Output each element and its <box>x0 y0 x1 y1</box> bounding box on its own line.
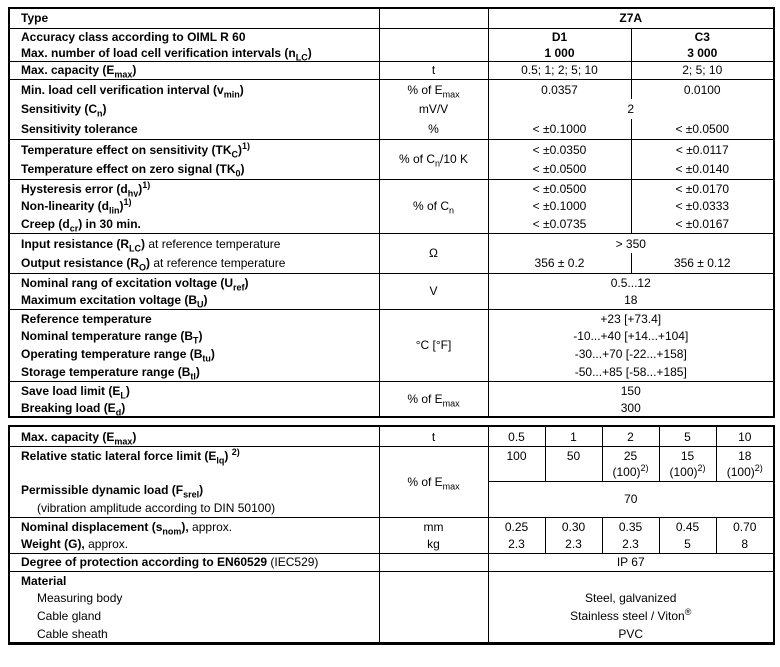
t2-elq-label: Relative static lateral force limit $(E_{lq})$ $^{2)}$ <box>9 446 379 481</box>
t1-accuracy-c3: C3 <box>631 28 774 45</box>
t2-capacity-label: Max. capacity $(E_{max})$ <box>21 429 137 446</box>
t2-capacity-v0: 0.5 <box>488 426 545 446</box>
t1-capacity-c3: 2; 5; 10 <box>631 61 774 79</box>
t1-u-unit: V <box>379 273 488 309</box>
t2-capacity-v3: 5 <box>659 426 716 446</box>
t1-tkc-c3: < ±0.0117 <box>631 139 774 159</box>
t1-intervals-d1: 1 000 <box>488 45 631 62</box>
t1-dcr-d1: < ±0.0735 <box>488 215 631 233</box>
t2-elq-v4: 18 $(100)^{2)}$ <box>716 446 774 481</box>
t1-d-unit: % of $C_n$ <box>379 179 488 233</box>
t1-sensitivity-value: 2 <box>488 99 774 119</box>
t1-sensitivity-label: Sensitivity $(C_n)$ <box>21 102 107 119</box>
t1-sensitivity-unit: mV/V <box>379 99 488 119</box>
t2-elq-v2: 25 $(100)^{2)}$ <box>602 446 659 481</box>
t1-type-label: Type <box>21 11 49 26</box>
t1-dhy-label: Hysteresis error $(d_{hy})^{1)}$ <box>9 179 379 197</box>
t1-e-unit: % of $E_{max}$ <box>379 381 488 417</box>
t1-vmin-d1: 0.0357 <box>488 79 631 99</box>
t1-ro-d1: 356 ± 0.2 <box>488 253 631 273</box>
t2-snom-v2: 0.35 <box>602 517 659 535</box>
t1-accuracy-label: Accuracy class according to OIML R 60 <box>9 28 379 45</box>
t1-type-value: Z7A <box>488 8 774 28</box>
t2-material-sheath-value: PVC <box>488 625 774 643</box>
t1-reftemp-value: +23 [+73.4] <box>488 309 774 327</box>
t1-intervals-label: Max. number of load cell verification intervals $(n_{LC})$ <box>21 45 312 62</box>
spec-table-general <box>8 7 775 418</box>
t1-senstol-unit: % <box>379 119 488 139</box>
t1-ed-value: 300 <box>488 399 774 417</box>
t2-capacity-v4: 10 <box>716 426 774 446</box>
t1-tk0-label: Temperature effect on zero signal $(TK_0)$ <box>21 162 245 179</box>
t1-senstol-c3: < ±0.0500 <box>631 119 774 139</box>
t1-type-unit-empty <box>379 8 488 28</box>
t2-snom-v3: 0.45 <box>659 517 716 535</box>
t2-elq-v3: 15 $(100)^{2)}$ <box>659 446 716 481</box>
t2-capacity-v2: 2 <box>602 426 659 446</box>
table-gap <box>8 418 773 425</box>
t1-rlc-value: > 350 <box>488 233 774 253</box>
t1-ro-label: Output resistance $(R_O)$ at reference temperature <box>21 256 286 273</box>
t1-dhy-d1: < ±0.0500 <box>488 179 631 197</box>
t2-elq-v1: 50 <box>545 446 602 481</box>
t2-fsrel-label: Permissible dynamic load $(F_{srel})$ <box>21 483 204 500</box>
t1-accuracy-d1: D1 <box>488 28 631 45</box>
t1-dcr-label: Creep $(d_{cr})$ in 30 min. <box>21 217 141 234</box>
t1-uref-label: Nominal rang of excitation voltage $(U_{ref})$ <box>9 273 379 291</box>
t1-intervals-c3: 3 000 <box>631 45 774 62</box>
t2-snom-v0: 0.25 <box>488 517 545 535</box>
t1-temp-unit: °C [°F] <box>379 309 488 381</box>
t2-weight-v0: 2.3 <box>488 535 545 553</box>
t2-fsrel-value: 70 <box>488 481 774 517</box>
t2-capacity-unit: t <box>379 426 488 446</box>
t1-tkc-label: Temperature effect on sensitivity $(TK_C)^{1)}$ <box>9 139 379 159</box>
t2-weight-v4: 8 <box>716 535 774 553</box>
t1-bu-value: 18 <box>488 291 774 309</box>
t1-bt-label: Nominal temperature range $(B_T)$ <box>21 329 203 346</box>
t2-snom-v4: 0.70 <box>716 517 774 535</box>
t1-dlin-c3: < ±0.0333 <box>631 197 774 215</box>
t1-bu-label: Maximum excitation voltage $(B_U)$ <box>21 293 208 310</box>
t1-tkc-d1: < ±0.0350 <box>488 139 631 159</box>
t1-el-value: 150 <box>488 381 774 399</box>
t1-btl-value: -50...+85 [-58...+185] <box>488 363 774 381</box>
t1-vmin-label: Min. load cell verification interval $(v_{min})$ <box>9 79 379 99</box>
t2-fsrel-note: (vibration amplitude according to DIN 50100) <box>37 501 276 516</box>
t2-weight-v2: 2.3 <box>602 535 659 553</box>
t2-elq-unit: % of $E_{max}$ <box>379 446 488 517</box>
t2-snom-v1: 0.30 <box>545 517 602 535</box>
t1-vmin-c3: 0.0100 <box>631 79 774 99</box>
t1-senstol-d1: < ±0.1000 <box>488 119 631 139</box>
t2-capacity-v1: 1 <box>545 426 602 446</box>
t1-rlc-label: Input resistance $(R_{LC})$ at reference temperature <box>9 233 379 253</box>
t2-protection-label: Degree of protection according to EN60529 (IEC529) <box>9 553 379 571</box>
t2-material-body-label: Measuring body <box>37 591 123 606</box>
t1-el-label: Save load limit $(E_L)$ <box>9 381 379 399</box>
t1-dlin-d1: < ±0.1000 <box>488 197 631 215</box>
t1-dhy-c3: < ±0.0170 <box>631 179 774 197</box>
t2-snom-unit: mm <box>379 517 488 535</box>
t2-material-spacer <box>488 571 774 589</box>
t2-material-unit-empty <box>379 571 488 643</box>
t1-dcr-c3: < ±0.0167 <box>631 215 774 233</box>
t2-snom-label: Nominal displacement $(s_{nom})$, approx. <box>9 517 379 535</box>
t1-dlin-label: Non-linearity $(d_{lin})^{1)}$ <box>21 197 132 216</box>
t2-elq-v0: 100 <box>488 446 545 481</box>
t2-protection-unit-empty <box>379 553 488 571</box>
t1-uref-value: 0.5...12 <box>488 273 774 291</box>
t2-material-gland-value: Stainless steel / Viton® <box>488 607 774 625</box>
t2-material-gland-label: Cable gland <box>37 609 102 624</box>
t1-reftemp-label: Reference temperature <box>9 309 379 327</box>
t2-weight-unit: kg <box>379 535 488 553</box>
t1-tk0-c3: < ±0.0140 <box>631 159 774 179</box>
t1-ed-label: Breaking load $(E_d)$ <box>21 400 126 418</box>
t1-capacity-unit: t <box>379 61 488 79</box>
t2-weight-label: Weight (G), approx. <box>21 537 129 552</box>
t1-btu-value: -30...+70 [-22...+158] <box>488 345 774 363</box>
t1-capacity-label: Max. capacity $(E_{max})$ <box>9 61 379 79</box>
t2-material-body-value: Steel, galvanized <box>488 589 774 607</box>
t2-material-label: Material <box>9 571 379 589</box>
t2-protection-value: IP 67 <box>488 553 774 571</box>
t1-tk-unit: % of $C_n/10$ K <box>379 139 488 179</box>
t1-btl-label: Storage temperature range $(B_{tl})$ <box>21 365 200 382</box>
t2-weight-v1: 2.3 <box>545 535 602 553</box>
t1-bt-value: -10...+40 [+14...+104] <box>488 327 774 345</box>
t1-senstol-label: Sensitivity tolerance <box>21 122 138 137</box>
t1-vmin-unit: % of $E_{max}$ <box>379 79 488 99</box>
t1-tk0-d1: < ±0.0500 <box>488 159 631 179</box>
t2-material-sheath-label: Cable sheath <box>37 626 108 641</box>
t1-accuracy-unit-empty <box>379 28 488 61</box>
t1-capacity-d1: 0.5; 1; 2; 5; 10 <box>488 61 631 79</box>
spec-table-per-capacity <box>8 425 775 645</box>
t2-weight-v3: 5 <box>659 535 716 553</box>
t1-ro-c3: 356 ± 0.12 <box>631 253 774 273</box>
t1-r-unit: Ω <box>379 233 488 273</box>
t1-btu-label: Operating temperature range $(B_{tu})$ <box>21 347 215 364</box>
